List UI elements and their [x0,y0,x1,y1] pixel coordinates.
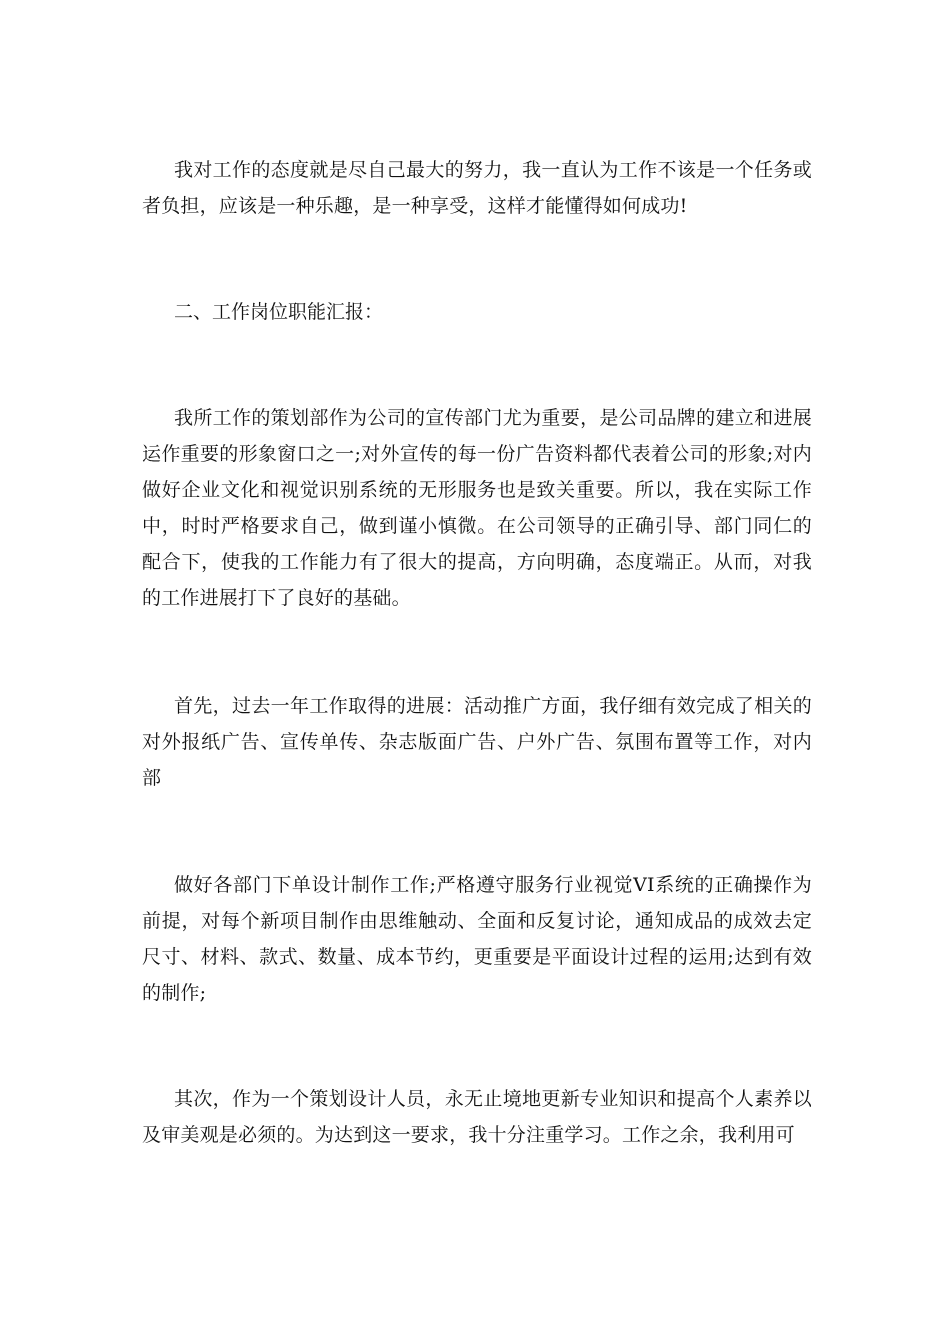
paragraph-second-learning: 其次，作为一个策划设计人员，永无止境地更新专业知识和提高个人素养以及审美观是必须的。为达到这一要求，我十分注重学习。工作之余，我利用可 [142,1088,812,1146]
section-heading-job-functions: 二、工作岗位职能汇报： [174,301,384,323]
paragraph-work-attitude: 我对工作的态度就是尽自己最大的努力，我一直认为工作不该是一个任务或者负担，应该是一种乐趣，是一种享受，这样才能懂得如何成功! [142,159,812,217]
paragraph-design-production: 做好各部门下单设计制作工作;严格遵守服务行业视觉VI系统的正确操作为前提，对每个新项目制作由思维触动、全面和反复讨论，通知成品的成效去定尺寸、材料、款式、数量、成本节约，更重要是平面设计过程的运用;达到有效的制作; [142,874,812,1004]
paragraph-first-progress: 首先，过去一年工作取得的进展：活动推广方面，我仔细有效完成了相关的对外报纸广告、宣传单传、杂志版面广告、户外广告、氛围布置等工作，对内部 [142,695,812,789]
paragraph-planning-department: 我所工作的策划部作为公司的宣传部门尤为重要，是公司品牌的建立和进展运作重要的形象窗口之一;对外宣传的每一份广告资料都代表着公司的形象;对内做好企业文化和视觉识别系统的无形服务也是致关重要。所以，我在实际工作中，时时严格要求自己，做到谨小慎微。在公司领导的正确引导、部门同仁的配合下，使我的工作能力有了很大的提高，方向明确，态度端正。从而，对我的工作进展打下了良好的基础。 [142,407,812,609]
